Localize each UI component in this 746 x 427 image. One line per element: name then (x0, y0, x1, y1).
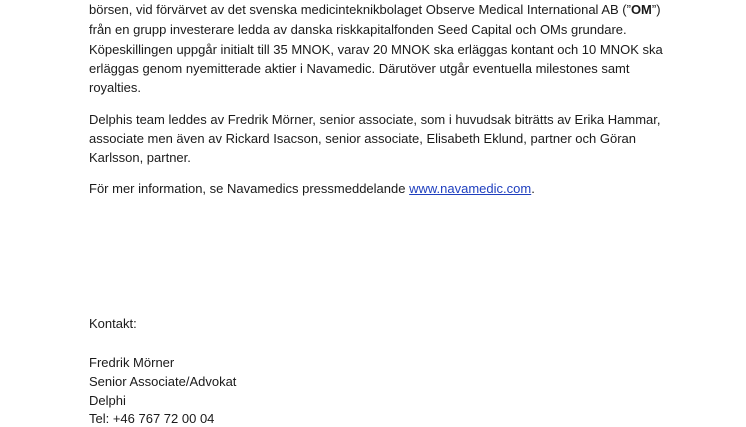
contact-company: Delphi (89, 393, 126, 408)
paragraph-1-line-4: erläggas genom nyemitterade aktier i Navamedic. Därutöver utgår eventuella milestones samt (89, 61, 630, 76)
contact-name: Fredrik Mörner (89, 355, 175, 370)
paragraph-3 (89, 181, 535, 197)
bold-abbreviation: OM (630, 2, 652, 17)
text-fragment: ”) (651, 2, 661, 17)
info-text-end: . (531, 181, 535, 196)
paragraph-2-line-1: Delphis team leddes av Fredrik Mörner, senior associate, som i huvudsak biträtts av Erika Hammar, (89, 112, 661, 127)
text-fragment: börsen, vid förvärvet av det svenska medicinteknikbolaget Observe Medical International AB (” (89, 2, 631, 17)
contact-heading: Kontakt: (89, 316, 137, 331)
paragraph-1-line-1 (89, 2, 661, 18)
contact-phone: Tel: +46 767 72 00 04 (89, 411, 215, 426)
navamedic-link[interactable]: www.navamedic.com (409, 181, 532, 196)
info-text: För mer information, se Navamedics pressmeddelande (89, 181, 410, 196)
paragraph-2-line-2: associate men även av Rickard Isacson, senior associate, Elisabeth Eklund, partner och Göran (89, 131, 637, 146)
contact-title: Senior Associate/Advokat (89, 374, 237, 389)
paragraph-1-line-3: Köpeskillingen uppgår initialt till 35 MNOK, varav 20 MNOK ska erläggas kontant och 10 MNOK ska (89, 42, 663, 57)
paragraph-1-line-5: royalties. (89, 80, 142, 95)
paragraph-1-line-2: från en grupp investerare ledda av danska riskkapitalfonden Seed Capital och OMs grundare. (89, 22, 627, 37)
paragraph-2-line-3: Karlsson, partner. (89, 150, 191, 165)
